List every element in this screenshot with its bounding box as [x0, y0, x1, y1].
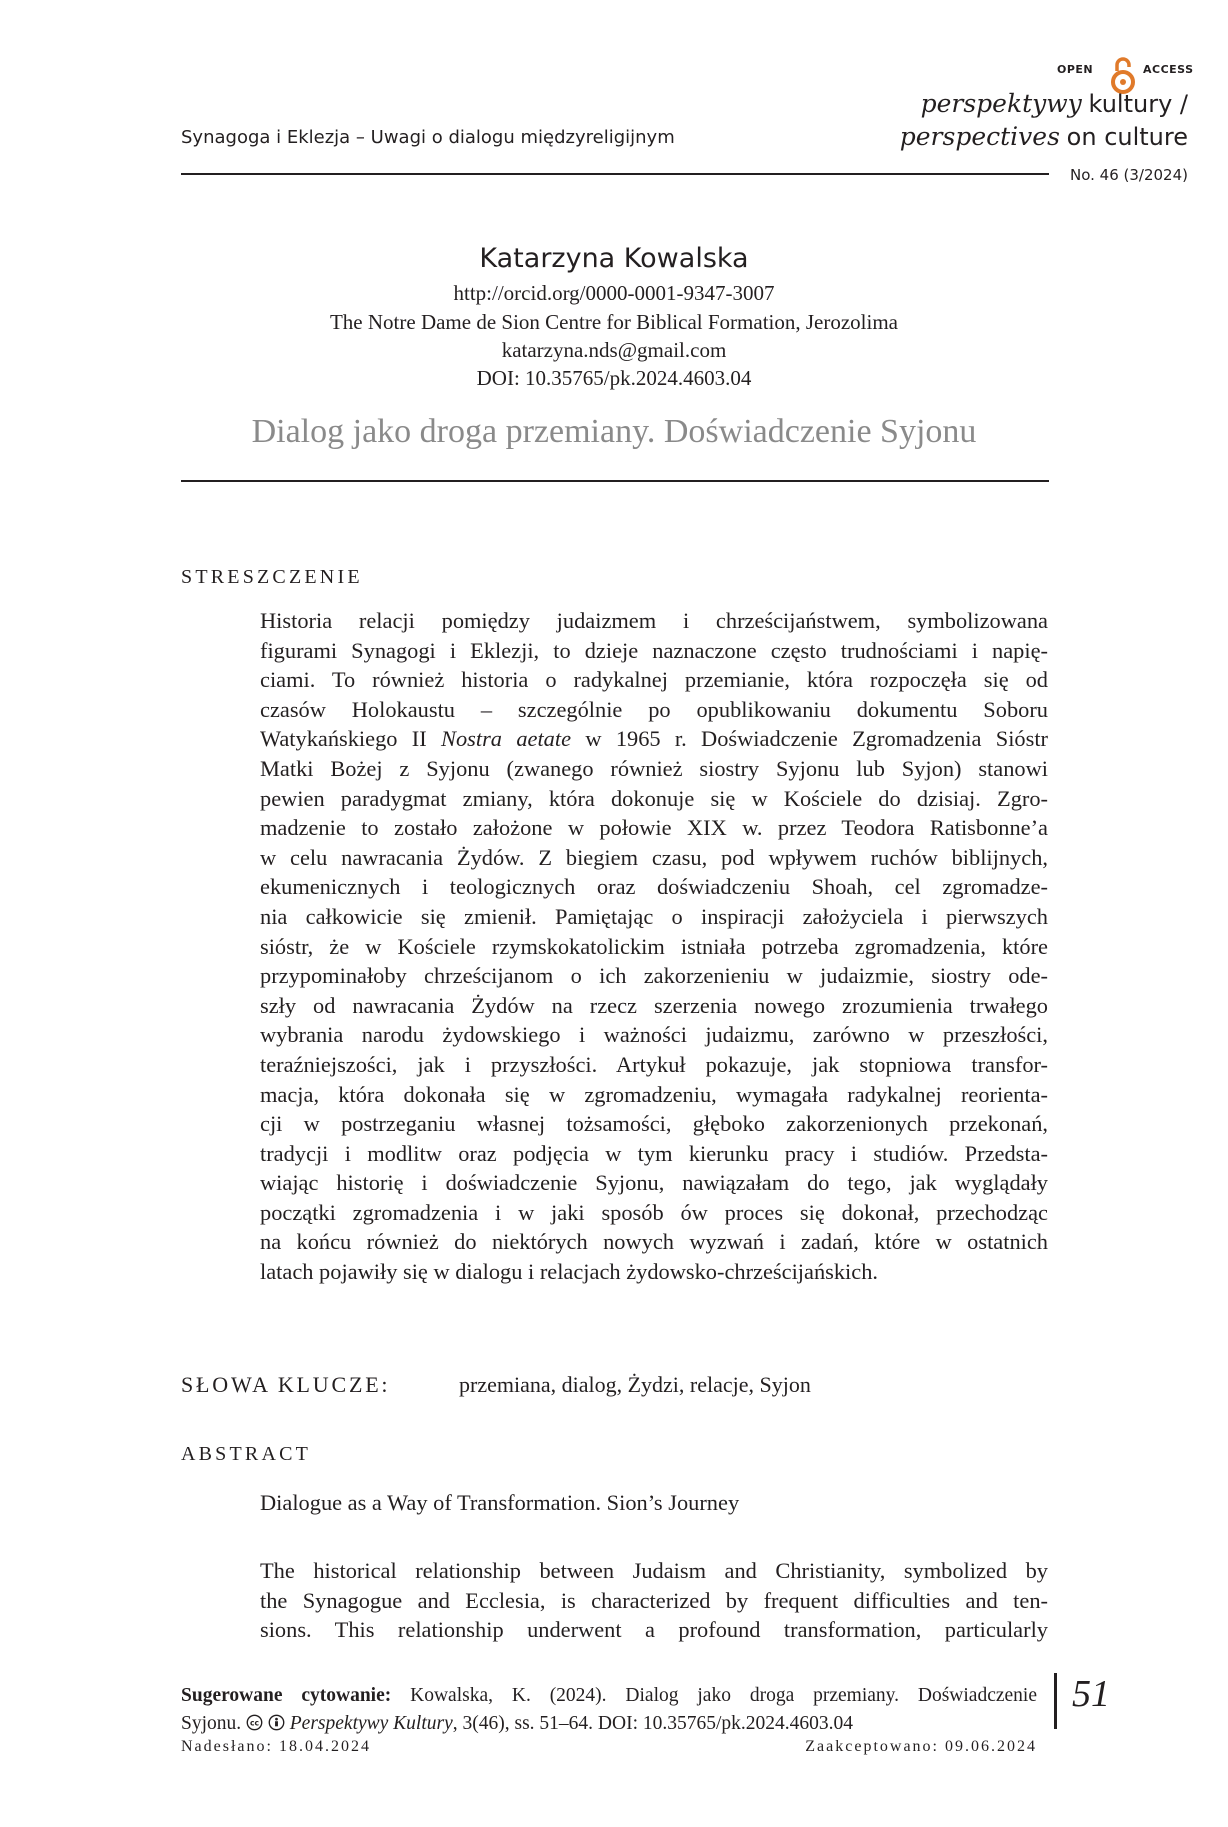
citation-journal: Perspektywy Kultury	[289, 1713, 453, 1734]
nostra-aetate-title: Nostra aetate	[441, 726, 572, 752]
svg-text:cc: cc	[249, 1718, 260, 1728]
orcid-link[interactable]: http://orcid.org/0000-0001-9347-3007	[453, 281, 775, 305]
author-affiliation: The Notre Dame de Sion Centre for Biblical Formation, Jerozolima	[329, 310, 898, 334]
keywords-heading: SŁOWA KLUCZE:	[181, 1372, 391, 1397]
abstract-line: sions. This relationship underwent a profound transformation, particularly	[260, 1617, 1048, 1643]
streszczenie-line: macja, która dokonała się w zgromadzeniu, wymagała radykalnej reorienta-	[260, 1081, 1048, 1107]
streszczenie-line: cji w postrzeganiu własnej tożsamości, głęboko zakorzenionych przekonań,	[260, 1111, 1048, 1137]
received-date: Nadesłano: 18.04.2024	[181, 1738, 371, 1755]
abstract-heading: ABSTRACT	[181, 1443, 312, 1465]
header-rule	[181, 173, 1049, 175]
running-head: Synagoga i Eklezja – Uwagi o dialogu międzyreligijnym	[181, 127, 675, 148]
streszczenie-line: tradycji i modlitw oraz podjęcia w tym kierunku pracy i studiów. Przedsta-	[260, 1140, 1048, 1166]
abstract-subtitle: Dialogue as a Way of Transformation. Sion’s Journey	[260, 1490, 740, 1515]
author-email[interactable]: katarzyna.nds@gmail.com	[501, 338, 727, 362]
journal-en-sans: on culture	[1066, 123, 1188, 151]
streszczenie-line: wiając historię i doświadczenie Syjonu, nawiązałam do tego, jak wyglądały	[260, 1170, 1048, 1196]
streszczenie-line: sióstr, że w Kościele rzymskokatolickim istniała potrzeba zgromadzenia, które	[260, 933, 1048, 959]
accepted-date: Zaakceptowano: 09.06.2024	[805, 1738, 1037, 1755]
journal-pl-script: perspektywy	[920, 89, 1082, 118]
page-number-rule	[1054, 1673, 1057, 1729]
cc-by-icon	[268, 1714, 285, 1731]
abstract-body	[260, 1556, 1048, 1645]
streszczenie-line: czasów Holokaustu – szczególnie po opublikowaniu dokumentu Soboru	[260, 696, 1048, 722]
streszczenie-line: latach pojawiły się w dialogu i relacjach żydowsko-chrześcijańskich.	[260, 1259, 879, 1285]
cc-license-icon	[246, 1714, 263, 1731]
streszczenie-line: przypominałoby chrześcijanom o ich zakorzenieniu w judaizmie, siostry ode-	[260, 963, 1048, 989]
citation-text-2a: Syjonu.	[181, 1713, 242, 1734]
abstract-line: The historical relationship between Judaism and Christianity, symbolized by	[260, 1558, 1048, 1583]
title-rule	[181, 480, 1049, 482]
streszczenie-line: w celu nawracania Żydów. Z biegiem czasu, pod wpływem ruchów biblijnych,	[260, 844, 1048, 870]
citation-line-1	[181, 1682, 1037, 1710]
streszczenie-line: wybrania narodu żydowskiego i ważności judaizmu, zarówno w przeszłości,	[260, 1022, 1048, 1048]
keywords-text: przemiana, dialog, Żydzi, relacje, Syjon	[459, 1372, 811, 1397]
streszczenie-line: figurami Synagogi i Eklezji, to dzieje naznaczone często trudnościami i napię-	[260, 637, 1048, 663]
article-title: Dialog jako droga przemiany. Doświadczenie Syjonu	[251, 413, 977, 450]
journal-pl-sans: kultury /	[1088, 90, 1188, 118]
streszczenie-line: Matki Bożej z Syjonu (zwanego również siostry Syjonu lub Syjon) stanowi	[260, 755, 1048, 781]
citation-line-2	[181, 1710, 1037, 1738]
issue-number: No. 46 (3/2024)	[1069, 166, 1188, 184]
page-number: 51	[1072, 1673, 1110, 1715]
article-doi[interactable]: DOI: 10.35765/pk.2024.4603.04	[476, 366, 752, 390]
streszczenie-line: ciami. To również historia o radykalnej przemianie, która rozpoczęła się od	[260, 667, 1048, 693]
citation-label: Sugerowane cytowanie:	[181, 1685, 392, 1706]
author-name: Katarzyna Kowalska	[479, 243, 749, 274]
journal-en-script: perspectives	[899, 122, 1060, 151]
abstract-line: the Synagogue and Ecclesia, is characterized by frequent difficulties and ten-	[260, 1587, 1048, 1613]
streszczenie-line: ekumenicznych i teologicznych oraz doświadczeniu Shoah, cel zgromadze-	[260, 874, 1048, 900]
open-access-access-text: ACCESS	[1143, 63, 1194, 76]
streszczenie-line: na końcu również do niektórych nowych wyzwań i zadań, które w ostatnich	[260, 1229, 1048, 1255]
journal-name-pl	[921, 88, 1188, 119]
suggested-citation	[181, 1682, 1037, 1738]
streszczenie-line: pewien paradygmat zmiany, która dokonuje się w Kościele do dzisiaj. Zgro-	[260, 785, 1048, 811]
open-access-open-text: OPEN	[1057, 63, 1094, 76]
streszczenie-line: szły od nawracania Żydów na rzecz szerzenia nowego zrozumienia trwałego	[260, 992, 1048, 1018]
streszczenie-line: teraźniejszości, jak i przyszłości. Artykuł pokazuje, jak stopniowa transfor-	[260, 1051, 1048, 1077]
streszczenie-line: początki zgromadzenia i w jaki sposób ów proces się dokonał, przechodząc	[260, 1199, 1048, 1225]
citation-text: Kowalska, K. (2024). Dialog jako droga przemiany. Doświadczenie	[410, 1685, 1037, 1706]
streszczenie-body	[260, 606, 1048, 1287]
journal-name-en	[900, 121, 1188, 152]
streszczenie-line-italic: Watykańskiego II Nostra aetate w 1965 r. Doświadczenie Zgromadzenia Sióstr	[260, 726, 1049, 752]
streszczenie-line: nia całkowicie się zmienił. Pamiętając o inspiracji założyciela i pierwszych	[260, 903, 1048, 929]
citation-text-2b: , 3(46), ss. 51–64. DOI: 10.35765/pk.2024.4603.04	[452, 1713, 854, 1734]
streszczenie-line: Historia relacji pomiędzy judaizmem i chrześcijaństwem, symbolizowana	[260, 608, 1048, 633]
streszczenie-heading: STRESZCZENIE	[181, 566, 363, 588]
streszczenie-line: madzenie to zostało założone w połowie XIX w. przez Teodora Ratisbonne’a	[260, 815, 1048, 841]
